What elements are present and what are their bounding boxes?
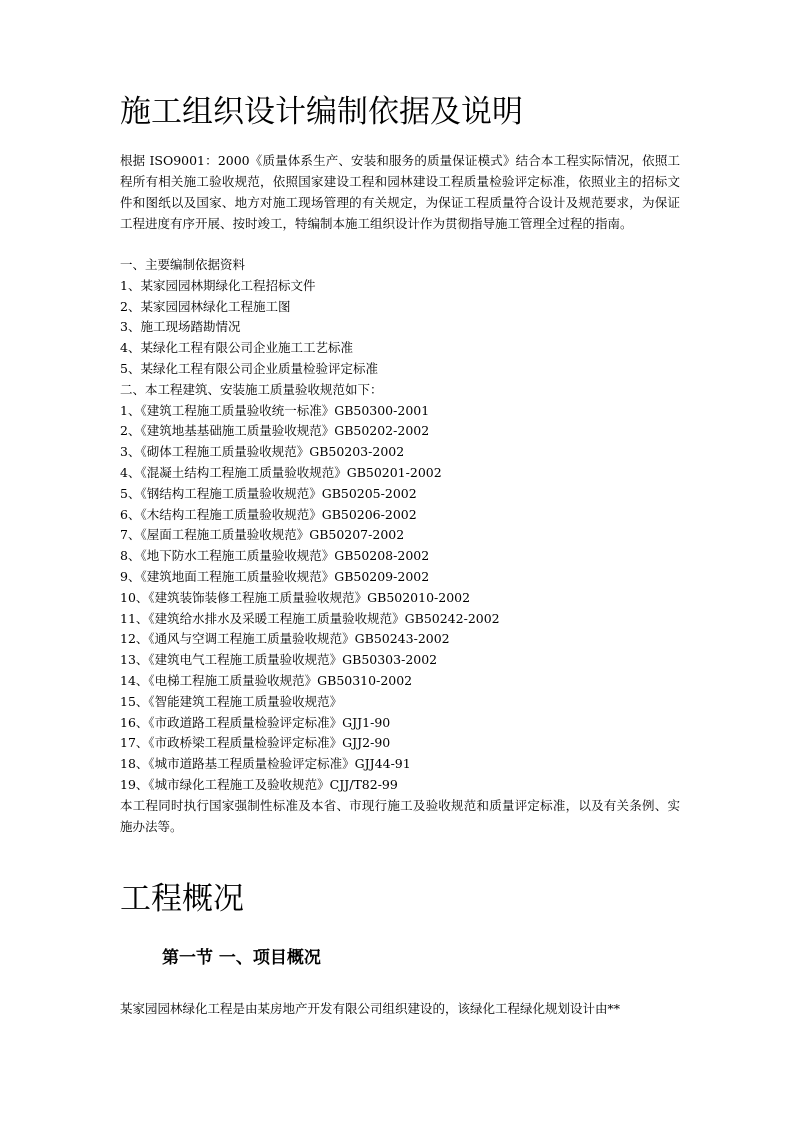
list-item: 17、《市政桥梁工程质量检验评定标准》GJJ2-90 [120,735,391,751]
list-item: 7、《屋面工程施工质量验收规范》GB50207-2002 [120,527,405,543]
list-item: 5、《钢结构工程施工质量验收规范》GB50205-2002 [120,485,417,501]
list-item: 15、《智能建筑工程施工质量验收规范》 [120,693,343,709]
list-item: 18、《城市道路基工程质量检验评定标准》GJJ44-91 [120,756,411,772]
list-item: 14、《电梯工程施工质量验收规范》GB50310-2002 [120,672,413,688]
list-item: 5、某绿化工程有限公司企业质量检验评定标准 [120,360,378,376]
list-item: 12、《通风与空调工程施工质量验收规范》GB50243-2002 [120,631,450,647]
list-item: 19、《城市绿化工程施工及验收规范》CJJ/T82-99 [120,776,398,792]
list-item: 4、《混凝土结构工程施工质量验收规范》GB50201-2002 [120,464,442,480]
list-item: 6、《木结构工程施工质量验收规范》GB50206-2002 [120,506,417,522]
list-item: 8、《地下防水工程施工质量验收规范》GB50208-2002 [120,548,430,564]
list-item: 2、《建筑地基基础施工质量验收规范》GB50202-2002 [120,423,430,439]
basis-list [120,255,680,796]
list-item: 13、《建筑电气工程施工质量验收规范》GB50303-2002 [120,652,438,668]
closing-paragraph: 本工程同时执行国家强制性标准及本省、市现行施工及验收规范和质量评定标准，以及有关条例、实施办法等。 [120,798,680,834]
page-title: 施工组织设计编制依据及说明 [120,94,523,130]
list-item: 10、《建筑装饰装修工程施工质量验收规范》GB502010-2002 [120,589,471,605]
list-item: 3、施工现场踏勘情况 [120,319,241,335]
list-item: 二、本工程建筑、安装施工质量验收规范如下： [120,381,383,397]
overview-title: 工程概况 [120,881,244,917]
list-item: 11、《建筑给水排水及采暖工程施工质量验收规范》GB50242-2002 [120,610,500,626]
list-item: 1、某家园园林期绿化工程招标文件 [120,277,316,293]
intro-paragraph: 根据 ISO9001：2000《质量体系生产、安装和服务的质量保证模式》结合本工程实际情况，依照工程所有相关施工验收规范，依照国家建设工程和园林建设工程质量检验评定标准，依照业主的招标文件和图纸以及国家、地方对施工现场管理的有关规定，为保证工程质量符合设计及规范要求，为保证工程进度有序开展、按时竣工，特编制本施工组织设计作为贯彻指导施工管理全过程的指南。 [120,153,680,231]
list-item: 3、《砌体工程施工质量验收规范》GB50203-2002 [120,444,405,460]
list-item: 1、《建筑工程施工质量验收统一标准》GB50300-2001 [120,402,430,418]
list-item: 4、某绿化工程有限公司企业施工工艺标准 [120,340,353,356]
overview-paragraph: 某家园园林绿化工程是由某房地产开发有限公司组织建设的，该绿化工程绿化规划设计由** [120,1001,621,1016]
section-heading: 第一节 一、项目概况 [162,948,321,968]
list-item: 16、《市政道路工程质量检验评定标准》GJJ1-90 [120,714,391,730]
list-item: 9、《建筑地面工程施工质量验收规范》GB50209-2002 [120,568,430,584]
list-item: 一、主要编制依据资料 [120,257,246,272]
list-item: 2、某家园园林绿化工程施工图 [120,298,291,314]
